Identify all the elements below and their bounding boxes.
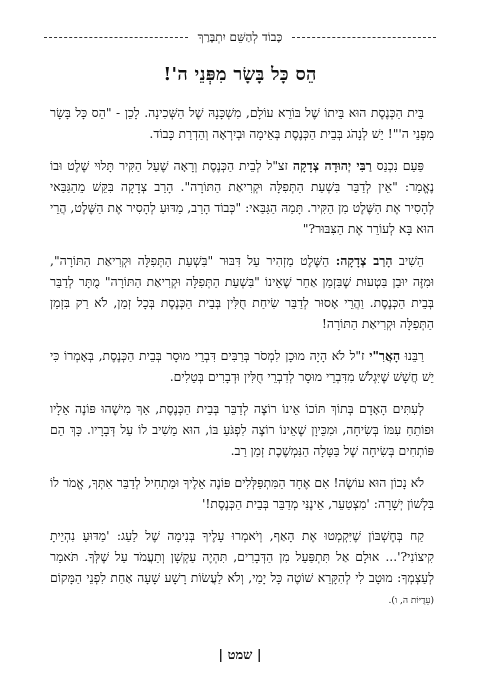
- text-run: זצ"ל לְבֵית הַכְּנֶסֶת וְרָאָה שֶׁעַל הַקִּיר תָּלוּי שֶׁלֶט וּבוֹ נֶאֱמַר: "אֵין לְדַבֵּר בִּשְׁעַת הַתְּפִלָּה וּקְרִיאַת הַתּוֹרָה". הָרַב צְדָקָה בִּקֵּשׁ מֵהַגַּבַּאי לְהָסִיר אֶת הַשֶּׁלֶט מִן הַקִּיר. תָּמַהּ הַגַּבַּאי: "כְּבוֹד הָרַב, מַדּוּעַ לְהָסִיר אֶת הַשֶּׁלֶט, הֲרֵי הוּא בָּא לְעוֹרֵר אֶת הַצִּבּוּר?": [50, 158, 434, 236]
- text-run: הֵשִׁיב: [392, 253, 425, 268]
- text-run: רַבֵּנוּ: [400, 348, 424, 363]
- paragraph: [50, 472, 434, 514]
- bold-name: הָאֲרִ"י: [369, 348, 401, 363]
- paragraph: [50, 525, 434, 612]
- paragraph: [50, 345, 434, 387]
- text-run: ז"ל לֹא הָיָה מוּכָן לִמְסֹר בְּרַבִּים דִּבְרֵי מוּסָר בְּבֵית הַכְּנֶסֶת, בְּאָמְרוֹ כִּי יֵשׁ חֲשָׁשׁ שֶׁיִּגְלֹשׁ מִדִּבְרֵי מוּסָר לְדִבְרֵי חֻלִּין וּדְבָרִים בְּטֵלִים.: [50, 348, 434, 384]
- body-text: [50, 102, 434, 623]
- bold-name: הָרַב צְדָקָה:: [335, 253, 393, 268]
- running-header: [44, 30, 436, 45]
- text-run: פַּעַם נִכְנַס: [371, 158, 424, 173]
- text-run: לְעִתִּים הָאָדָם בְּתוֹךְ תּוֹכוֹ אֵינוֹ רוֹצֶה לְדַבֵּר בְּבֵית הַכְּנֶסֶת, אַךְ מִישֶׁהוּ פּוֹנֶה אֵלָיו וּפוֹתֵחַ עִמּוֹ בְּשִׂיחָה, וּמִכֵּיוָן שֶׁאֵינוֹ רוֹצֶה לִפְגֹּעַ בּוֹ, הוּא מֵשִׁיב לוֹ עַל דְּבָרָיו. כָּךְ הֵם פּוֹתְחִים בְּשִׂיחָה שֶׁל בַּטָּלָה הַנִּמְשֶׁכֶת זְמַן רַב.: [50, 401, 434, 458]
- text-run: בֵּית הַכְּנֶסֶת הוּא בֵּיתוֹ שֶׁל בּוֹרֵא עוֹלָם, מִשְׁכָּנָהּ שֶׁל הַשְּׁכִינָה. לָכֵן - "הֵס כָּל בָּשָׂר מִפְּנֵי ה'"! יֵשׁ לְנָהֹג בְּבֵית הַכְּנֶסֶת בְּאֵימָה וּבְיִרְאָה וְהַדְרַת כָּבוֹד.: [50, 105, 434, 141]
- source-citation: (עֵדֻיּוֹת ה, ו).: [388, 596, 434, 606]
- page-number: | שמט |: [218, 648, 262, 663]
- text-run: קַח בְּחֶשְׁבּוֹן שֶׁיִּקְמְטוּ אֶת הָאַף, וְיֹאמְרוּ עָלֶיךָ בְּנִימָה שֶׁל לַעַג: 'מַדּוּעַ נִהְיֵיתָ קִיצוֹנִי?'... אוּלָם אַל תִּתְפַּעֵל מִן הַדְּבָרִים, תִּהְיֶה עַקְשָׁן וְתַעֲמֹד עַל שֶׁלְּךָ. תֹּאמַר לְעַצְמְךָ: מוּטָב לִי לְהִקָּרֵא שׁוֹטֶה כָּל יָמַי, וְלֹא לַעֲשׂוֹת רָשָׁע שָׁעָה אַחַת לִפְנֵי הַמָּקוֹם: [50, 528, 434, 585]
- text-run: לֹא נָכוֹן הוּא עוֹשֶׂה! אִם אֶחָד הַמִּתְפַּלְּלִים פּוֹנֶה אֵלֶיךָ וּמַתְחִיל לְדַבֵּר אִתְּךָ, אֱמֹר לוֹ בִּלְשׁוֹן יְשָׁרָה: 'מִצְטַעֵר, אֵינֶנִּי מְדַבֵּר בְּבֵית הַכְּנֶסֶת!': [50, 475, 434, 511]
- paragraph: [50, 250, 434, 334]
- header-text: כָּבוֹד לְהַשֵּׁם יִתְבָּרַךְ: [197, 30, 283, 44]
- paragraph: [50, 155, 434, 239]
- bold-name: רַבִּי יְהוּדָה צְדָקָה: [292, 158, 372, 173]
- paragraph: [50, 398, 434, 461]
- header-rule-left: [44, 37, 188, 38]
- page-title: הֵס כָּל בָּשָׂר מִפְּנֵי ה'!: [163, 64, 317, 85]
- paragraph: [50, 102, 434, 144]
- header-rule-right: [292, 37, 436, 38]
- text-run: הַשֶּׁלֶט מַזְהִיר עַל דִּבּוּר "בִּשְׁעַת הַתְּפִלָּה וּקְרִיאַת הַתּוֹרָה", וּמִזֶּה יוּבַן בִּטְעוּת שֶׁבִּזְמַן אַחֵר שֶׁאֵינוֹ "בִּשְׁעַת הַתְּפִלָּה וּקְרִיאַת הַתּוֹרָה" מֻתָּר לְדַבֵּר בְּבֵית הַכְּנֶסֶת. וַהֲרֵי אָסוּר לְדַבֵּר שִׂיחַת חֻלִּין בְּבֵית הַכְּנֶסֶת בְּכָל זְמַן, לֹא רַק בִּזְמַן הַתְּפִלָּה וּקְרִיאַת הַתּוֹרָה!: [50, 253, 434, 331]
